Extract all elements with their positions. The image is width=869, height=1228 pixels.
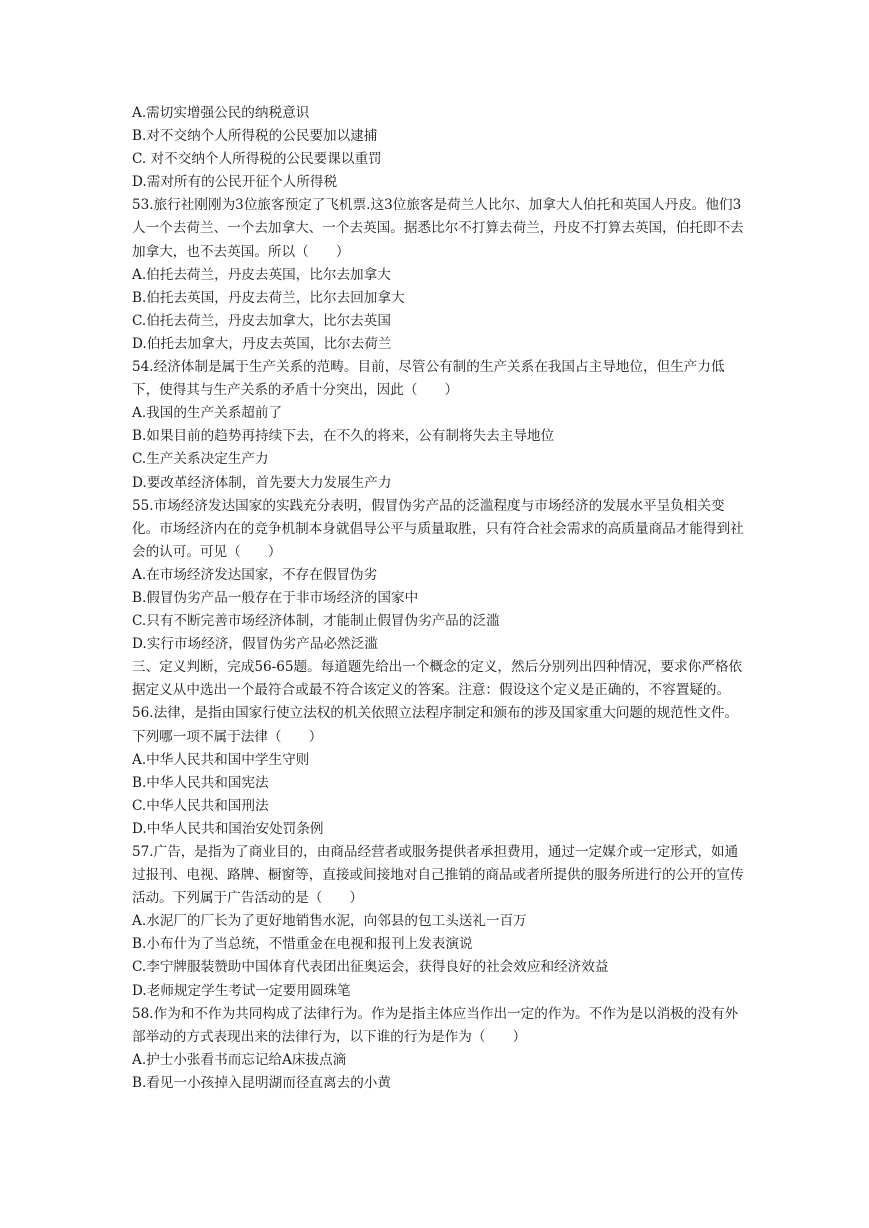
answer-option: A.需切实增强公民的纳税意识 — [132, 105, 310, 121]
question-text: 56.法律，是指由国家行使立法权的机关依照立法程序制定和颁布的涉及国家重大问题的规范性文件。下列哪一项不属于法律（ ） — [132, 705, 739, 745]
answer-option: D.伯托去加拿大，丹皮去英国，比尔去荷兰 — [132, 335, 392, 352]
answer-option: D.要改革经济体制，首先要大力发展生产力 — [132, 474, 392, 491]
question-text: 三、定义判断，完成56-65题。每道题先给出一个概念的定义，然后分别列出四种情况，要求你严格依据定义从中选出一个最符合或最不符合该定义的答案。注意：假设这个定义是正确的，不容置疑的。 — [132, 659, 743, 699]
answer-option: A.水泥厂的厂长为了更好地销售水泥，向邻县的包工头送礼一百万 — [132, 913, 527, 930]
answer-option: D.老师规定学生考试一定要用圆珠笔 — [132, 982, 351, 999]
answer-option: B.伯托去英国，丹皮去荷兰，比尔去回加拿大 — [132, 289, 405, 306]
answer-option: B.如果目前的趋势再持续下去，在不久的将来，公有制将失去主导地位 — [132, 428, 555, 445]
answer-option: D.实行市场经济，假冒伪劣产品必然泛滥 — [132, 636, 378, 653]
answer-option: A.我国的生产关系超前了 — [132, 405, 283, 422]
answer-option: C.中华人民共和国刑法 — [132, 797, 269, 814]
answer-option: D.需对所有的公民开征个人所得税 — [132, 174, 338, 191]
answer-option: B.看见一小孩掉入昆明湖而径直离去的小黄 — [132, 1074, 391, 1091]
answer-option: D.中华人民共和国治安处罚条例 — [132, 820, 324, 837]
answer-option: B.小布什为了当总统，不惜重金在电视和报刊上发表演说 — [132, 936, 473, 953]
question-text: 54.经济体制是属于生产关系的范畴。目前，尽管公有制的生产关系在我国占主导地位，但生产力低下，使得其与生产关系的矛盾十分突出，因此（ ） — [132, 359, 725, 399]
answer-option: C. 对不交纳个人所得税的公民要课以重罚 — [132, 151, 382, 168]
answer-option: A.护士小张看书而忘记给A床拔点滴 — [132, 1051, 347, 1068]
answer-option: C.只有不断完善市场经济体制，才能制止假冒伪劣产品的泛滥 — [132, 613, 500, 630]
answer-option: A.在市场经济发达国家，不存在假冒伪劣 — [132, 566, 378, 583]
answer-option: A.伯托去荷兰，丹皮去英国，比尔去加拿大 — [132, 266, 391, 283]
answer-option: B.中华人民共和国宪法 — [132, 774, 269, 791]
question-text: 55.市场经济发达国家的实践充分表明，假冒伪劣产品的泛滥程度与市场经济的发展水平呈负相关变化。市场经济内在的竞争机制本身就倡导公平与质量取胜，只有符合社会需求的高质量商品才能得到社会的认可。可见（ ） — [132, 497, 744, 560]
question-text: 58.作为和不作为共同构成了法律行为。作为是指主体应当作出一定的作为。不作为是以消极的没有外部举动的方式表现出来的法律行为，以下谁的行为是作为（ ） — [132, 1005, 739, 1045]
answer-option: B.假冒伪劣产品一般存在于非市场经济的国家中 — [132, 589, 419, 606]
answer-option: C.伯托去荷兰，丹皮去加拿大，比尔去英国 — [132, 312, 391, 329]
answer-option: C.李宁牌服装赞助中国体育代表团出征奥运会，获得良好的社会效应和经济效益 — [132, 959, 609, 976]
answer-option: C.生产关系决定生产力 — [132, 451, 269, 468]
question-text: 57.广告，是指为了商业目的，由商品经营者或服务提供者承担费用，通过一定媒介或一定形式，如通过报刊、电视、路牌、橱窗等，直接或间接地对自己推销的商品或者所提供的服务所进行的公开的宣传活动。下列属于广告活动的是（ ） — [132, 844, 744, 907]
question-text: 53.旅行社刚刚为3位旅客预定了飞机票.这3位旅客是荷兰人比尔、加拿大人伯托和英国人丹皮。他们3人一个去荷兰、一个去加拿大、一个去英国。据悉比尔不打算去荷兰，丹皮不打算去英国，伯托即不去加拿大，也不去英国。所以（ ） — [132, 197, 744, 260]
answer-option: B.对不交纳个人所得税的公民要加以逮捕 — [132, 128, 378, 145]
document-body — [132, 102, 744, 1095]
answer-option: A.中华人民共和国中学生守则 — [132, 751, 310, 768]
